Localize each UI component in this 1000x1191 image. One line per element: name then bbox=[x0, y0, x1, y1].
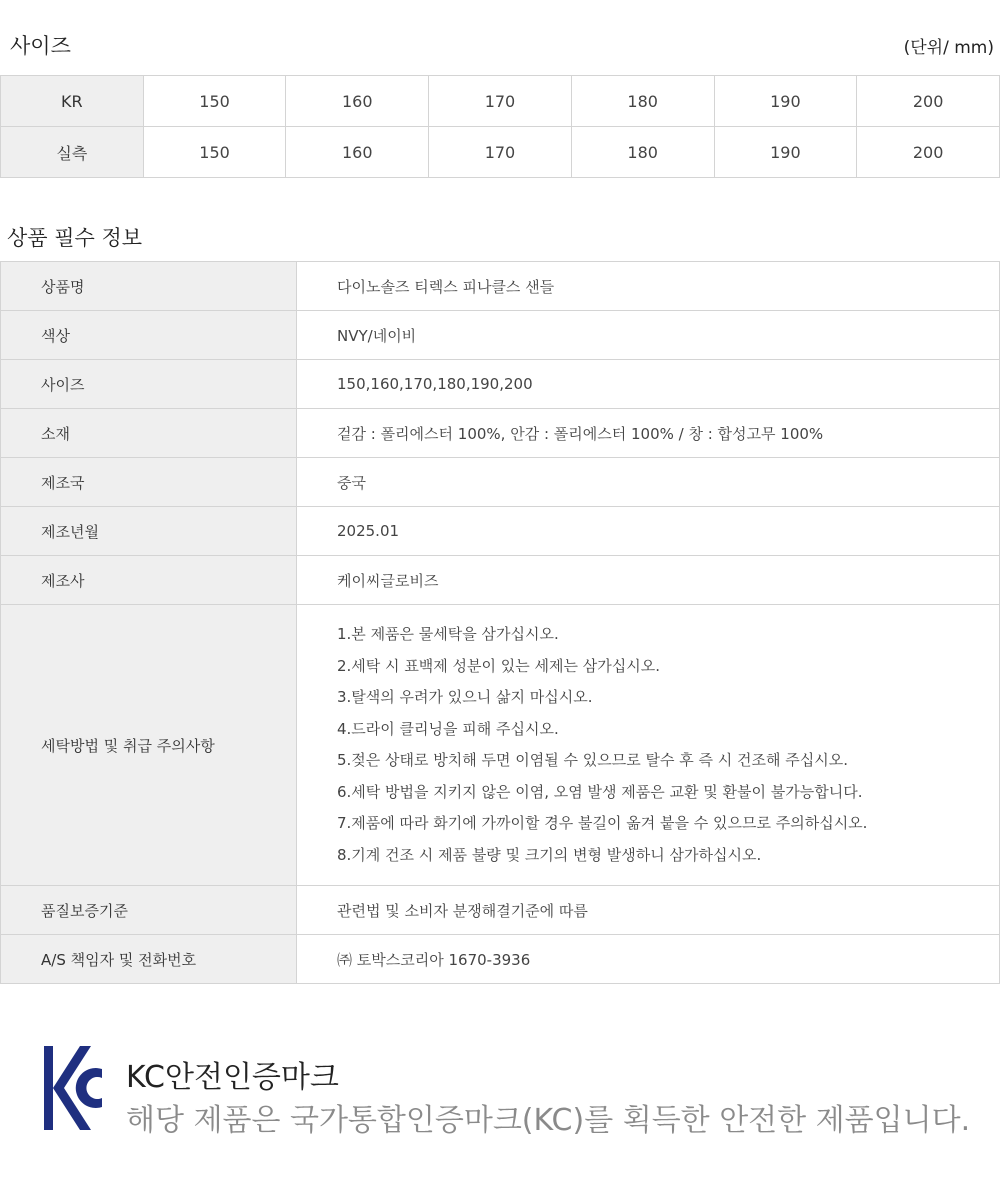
info-value: NVY/네이비 bbox=[297, 311, 1000, 360]
care-instructions bbox=[297, 605, 1000, 886]
info-label: 사이즈 bbox=[1, 360, 297, 409]
info-label: 제조년월 bbox=[1, 507, 297, 556]
info-value: 다이노솔즈 티렉스 피나클스 샌들 bbox=[297, 262, 1000, 311]
info-value: 관련법 및 소비자 분쟁해결기준에 따름 bbox=[297, 886, 1000, 935]
size-cell: 180 bbox=[571, 76, 714, 127]
care-item: 3.탈색의 우려가 있으니 삶지 마십시오. bbox=[337, 688, 593, 706]
info-value: 겉감 : 폴리에스터 100%, 안감 : 폴리에스터 100% / 창 : 합성고무 100% bbox=[297, 409, 1000, 458]
info-row bbox=[1, 886, 1000, 935]
care-item: 7.제품에 따라 화기에 가까이할 경우 불길이 옮겨 붙을 수 있으므로 주의하십시오. bbox=[337, 814, 868, 832]
size-cell: 180 bbox=[571, 127, 714, 178]
info-label: 제조국 bbox=[1, 458, 297, 507]
care-item: 5.젖은 상태로 방치해 두면 이염될 수 있으므로 탈수 후 즉 시 건조해 주십시오. bbox=[337, 751, 848, 769]
size-cell: 160 bbox=[286, 76, 429, 127]
info-row bbox=[1, 935, 1000, 984]
size-cell: 190 bbox=[714, 76, 857, 127]
info-row bbox=[1, 311, 1000, 360]
size-cell: 150 bbox=[143, 76, 286, 127]
size-cell: 190 bbox=[714, 127, 857, 178]
size-table bbox=[0, 75, 1000, 178]
info-value: 150,160,170,180,190,200 bbox=[297, 360, 1000, 409]
info-value: 중국 bbox=[297, 458, 1000, 507]
info-row bbox=[1, 262, 1000, 311]
size-section-title: 사이즈 bbox=[10, 34, 71, 58]
info-label: 소재 bbox=[1, 409, 297, 458]
kc-description: 해당 제품은 국가통합인증마크(KC)를 획득한 안전한 제품입니다. bbox=[126, 1103, 971, 1138]
info-row-care bbox=[1, 605, 1000, 886]
size-cell: 170 bbox=[429, 76, 572, 127]
info-section-title: 상품 필수 정보 bbox=[7, 226, 143, 250]
size-header bbox=[0, 0, 1000, 75]
size-cell: 200 bbox=[857, 76, 1000, 127]
kc-certification-mark-icon bbox=[44, 1046, 102, 1130]
care-item: 1.본 제품은 물세탁을 삼가십시오. bbox=[337, 625, 559, 643]
size-row-label: 실측 bbox=[1, 127, 144, 178]
care-item: 6.세탁 방법을 지키지 않은 이염, 오염 발생 제품은 교환 및 환불이 불가능합니다. bbox=[337, 782, 863, 801]
info-row bbox=[1, 360, 1000, 409]
info-label: A/S 책임자 및 전화번호 bbox=[1, 935, 297, 984]
size-cell: 200 bbox=[857, 127, 1000, 178]
info-value: 2025.01 bbox=[297, 507, 1000, 556]
info-row bbox=[1, 556, 1000, 605]
size-unit-label: (단위/ mm) bbox=[903, 38, 994, 58]
info-row bbox=[1, 507, 1000, 556]
info-label: 세탁방법 및 취급 주의사항 bbox=[1, 605, 297, 886]
info-label: 제조사 bbox=[1, 556, 297, 605]
size-row-actual bbox=[1, 127, 1000, 178]
size-row-label: KR bbox=[1, 76, 144, 127]
kc-title: KC안전인증마크 bbox=[126, 1060, 339, 1095]
size-cell: 150 bbox=[143, 127, 286, 178]
product-info-table bbox=[0, 261, 1000, 984]
info-label: 상품명 bbox=[1, 262, 297, 311]
info-row bbox=[1, 409, 1000, 458]
size-cell: 160 bbox=[286, 127, 429, 178]
size-cell: 170 bbox=[429, 127, 572, 178]
info-label: 색상 bbox=[1, 311, 297, 360]
size-row-kr bbox=[1, 76, 1000, 127]
info-label: 품질보증기준 bbox=[1, 886, 297, 935]
care-item: 4.드라이 클리닝을 피해 주십시오. bbox=[337, 719, 559, 738]
care-list bbox=[337, 605, 999, 885]
care-item: 2.세탁 시 표백제 성분이 있는 세제는 삼가십시오. bbox=[337, 656, 660, 675]
info-value: ㈜ 토박스코리아 1670-3936 bbox=[297, 935, 1000, 984]
info-value: 케이씨글로비즈 bbox=[297, 556, 1000, 605]
care-item: 8.기계 건조 시 제품 불량 및 크기의 변형 발생하니 삼가하십시오. bbox=[337, 845, 762, 864]
info-row bbox=[1, 458, 1000, 507]
